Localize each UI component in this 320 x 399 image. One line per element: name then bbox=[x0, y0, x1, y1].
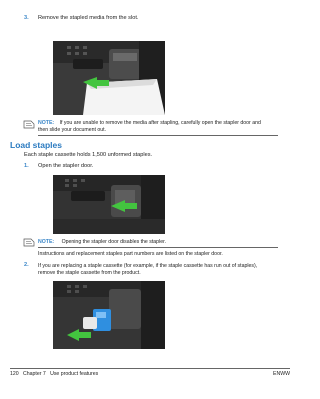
step-text-line-1: If you are replacing a staple cassette (for example, if the staple cassette has run out of staples), bbox=[38, 263, 258, 269]
divider bbox=[38, 135, 278, 136]
note-icon bbox=[23, 120, 35, 129]
staple-cassette-photo bbox=[53, 281, 165, 349]
stapler-slot-photo bbox=[53, 41, 165, 115]
footer-right: ENWW bbox=[273, 371, 290, 377]
note-block bbox=[38, 239, 166, 246]
step-number: 1. bbox=[24, 163, 29, 169]
note-text: Opening the stapler door disables the stapler. bbox=[61, 239, 166, 245]
section-title: Load staples bbox=[10, 140, 62, 150]
note-text-line-1: If you are unable to remove the media after stapling, carefully open the stapler door and bbox=[59, 120, 261, 126]
section-intro: Each staple cassette holds 1,500 unformed staples. bbox=[24, 152, 153, 158]
note-block bbox=[38, 120, 288, 127]
divider bbox=[38, 247, 278, 248]
stapler-door-photo bbox=[53, 175, 165, 234]
step-number: 3. bbox=[24, 15, 29, 21]
stapler-slot-illustration bbox=[53, 41, 165, 115]
chapter-label: Chapter 7 Use product features bbox=[22, 371, 99, 377]
stapler-door-illustration bbox=[53, 175, 165, 234]
step-text: Remove the stapled media from the slot. bbox=[38, 15, 139, 21]
step-text-line-2: remove the staple cassette from the product. bbox=[38, 270, 141, 276]
note-subtext: Instructions and replacement staples part numbers are listed on the stapler door. bbox=[38, 251, 223, 257]
note-label: NOTE: bbox=[38, 120, 55, 126]
footer-rule bbox=[10, 368, 290, 369]
note-label: NOTE: bbox=[38, 239, 55, 245]
page-number: 120 bbox=[10, 371, 19, 377]
footer-left bbox=[10, 371, 98, 377]
step-text: Open the stapler door. bbox=[38, 163, 94, 169]
note-icon bbox=[23, 238, 35, 247]
staple-cassette-illustration bbox=[53, 281, 165, 349]
step-number: 2. bbox=[24, 262, 29, 268]
note-text-line-2: then slide your document out. bbox=[38, 127, 107, 133]
